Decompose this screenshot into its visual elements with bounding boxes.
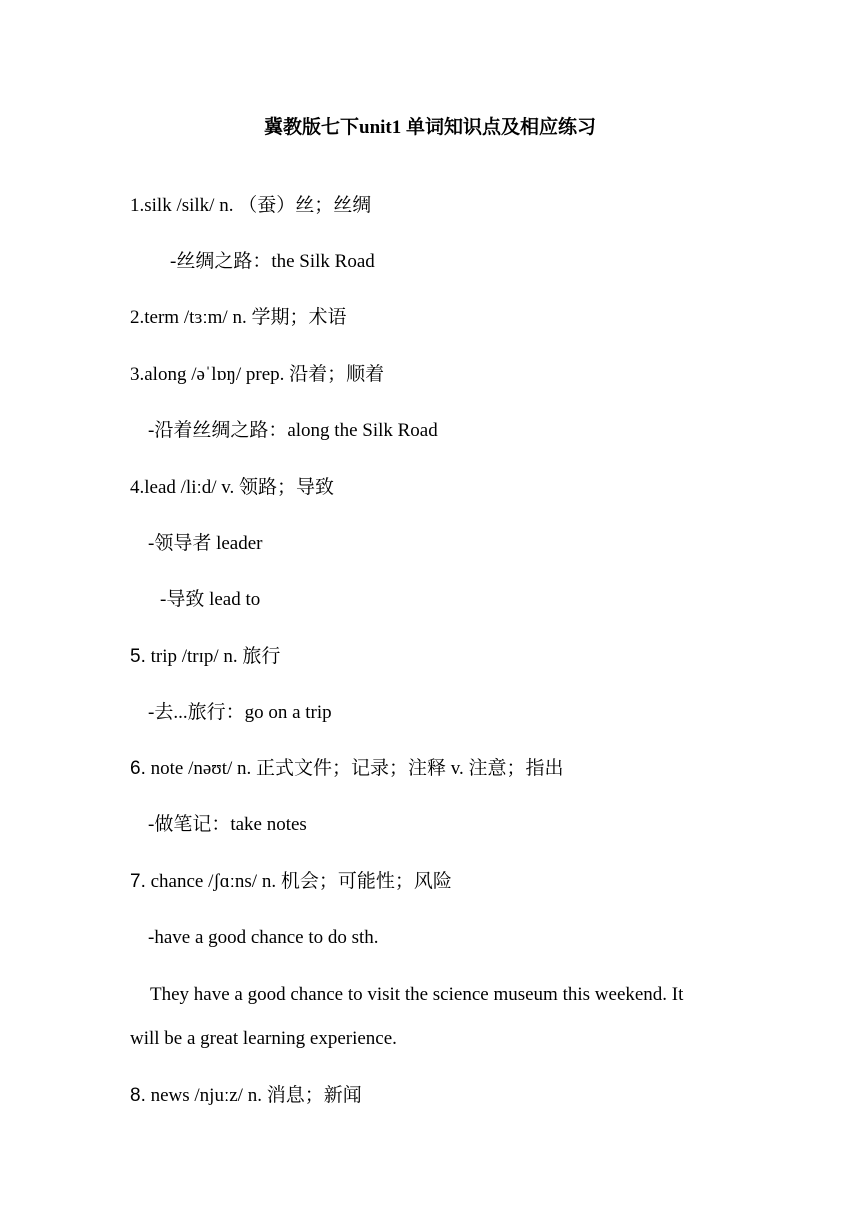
entry-chance-example-line2: will be a great learning experience. [130,1028,397,1049]
entry-trip-text: trip /trɪp/ n. 旅行 [145,646,281,667]
entry-term: 2.term /tɜːm/ n. 学期；术语 [130,307,347,328]
entry-chance-text: chance /ʃɑːns/ n. 机会；可能性；风险 [145,871,452,892]
entry-trip-phrase: -去...旅行：go on a trip [148,702,332,723]
entry-chance-phrase: -have a good chance to do sth. [148,927,379,948]
entry-news [130,1084,362,1108]
entry-trip-number: 5. [130,646,146,667]
entry-news-text: news /njuːz/ n. 消息；新闻 [145,1085,362,1106]
entry-silk: 1.silk /silk/ n. （蚕）丝；丝绸 [130,195,372,216]
entry-chance [130,870,452,894]
entry-along: 3.along /əˈlɒŋ/ prep. 沿着；顺着 [130,364,385,385]
entry-chance-example-line1: They have a good chance to visit the science museum this weekend. It [150,984,684,1005]
entry-lead-to: -导致 lead to [160,589,261,610]
entry-note-phrase: -做笔记：take notes [148,814,307,835]
entry-news-number: 8. [130,1085,146,1106]
entry-trip [130,645,280,669]
entry-lead: 4.lead /liːd/ v. 领路；导致 [130,477,335,498]
entry-note-number: 6. [130,758,146,779]
entry-along-phrase: -沿着丝绸之路：along the Silk Road [148,420,438,441]
entry-silk-phrase: -丝绸之路：the Silk Road [170,251,375,272]
entry-lead-leader: -领导者 leader [148,533,263,554]
entry-note-text: note /nəʊt/ n. 正式文件；记录；注释 v. 注意；指出 [145,758,564,779]
entry-chance-number: 7. [130,871,146,892]
entry-note [130,757,564,781]
document-title: 冀教版七下unit1 单词知识点及相应练习 [264,117,596,138]
